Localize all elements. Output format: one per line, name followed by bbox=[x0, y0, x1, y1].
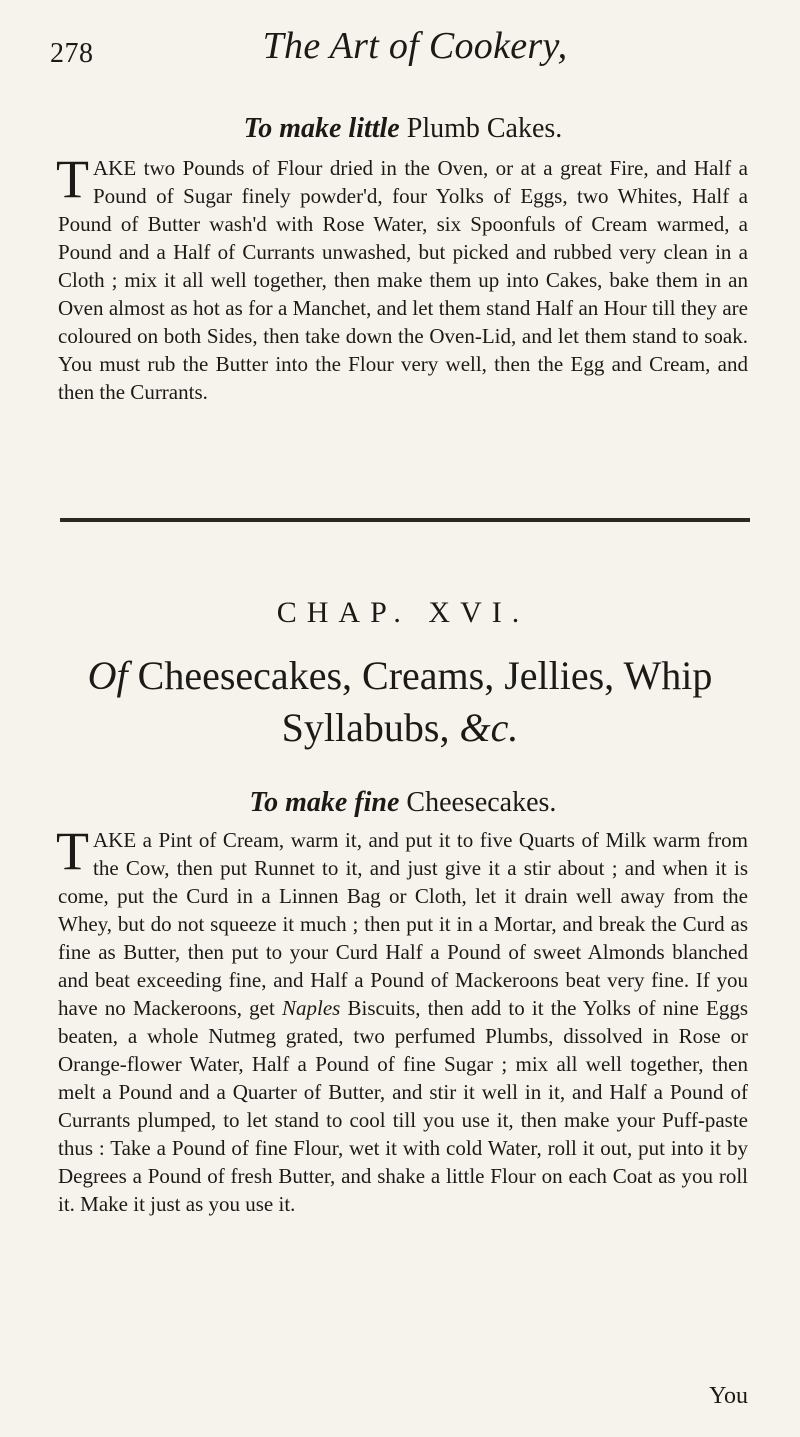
recipe-title-roman: Cheesecakes. bbox=[406, 787, 557, 818]
chapter-subtitle-text-2: Syllabubs, bbox=[281, 705, 450, 750]
chapter-subtitle-of: Of bbox=[87, 653, 128, 698]
italic-place-name: Naples bbox=[282, 996, 341, 1020]
recipe-title bbox=[58, 786, 748, 820]
chapter-subtitle-line-2 bbox=[40, 702, 760, 754]
catchword: You bbox=[709, 1383, 748, 1409]
recipe-body-text-2: Biscuits, then add to it the Yolks of nine Eggs beaten, a whole Nutmeg grated, two perfumed Plumbs, dissolved in Rose or Orange-flower Water, Half a Pound of fine Sugar ; mix all well together, then melt a Pound and a Quarter of Butter, and stir it well in it, and Half a Pound of Currants plumped, to let stand to cool till you use it, then make your Puff-paste thus : Take a Pound of fine Flour, wet it with cold Water, roll it out, put into it by Degrees a Pound of fresh Butter, and shake a little Flour on each Coat as you roll it. Make it just as you use it. bbox=[58, 996, 749, 1216]
recipe-paragraph bbox=[56, 821, 749, 1218]
chapter-heading: CHAP. XVI. bbox=[276, 596, 530, 629]
chapter-subtitle-line-1 bbox=[40, 650, 760, 702]
chapter-subtitle bbox=[40, 650, 760, 754]
chapter-subtitle-text-1: Cheesecakes, Creams, Jellies, Whip bbox=[137, 653, 713, 698]
drop-cap: T bbox=[56, 149, 89, 209]
recipe-title-italic: To make fine bbox=[249, 787, 400, 818]
recipe-title-italic: To make little bbox=[243, 113, 400, 144]
chapter-subtitle-etc: &c. bbox=[459, 705, 519, 750]
recipe-title bbox=[58, 112, 748, 146]
recipe-body-text: AKE two Pounds of Flour dried in the Oven, or at a great Fire, and Half a Pound of Sugar finely powder'd, four Yolks of Eggs, two Whites, Half a Pound of Butter wash'd with Rose Water, six Spoonfuls of Cream warmed, a Pound and a Half of Currants unwashed, but picked and rubbed very clean in a Cloth ; mix it all well together, then make them up into Cakes, bake them in an Oven almost as hot as for a Manchet, and let them stand Half an Hour till they are coloured on both Sides, then take down the Oven-Lid, and let them stand to soak. You must rub the Butter into the Flour very well, then the Egg and Cream, and then the Currants. bbox=[58, 156, 748, 404]
recipe-plumb-cakes bbox=[58, 112, 748, 406]
drop-cap: T bbox=[56, 821, 89, 881]
section-divider-rule bbox=[60, 518, 750, 522]
recipe-cheesecakes bbox=[58, 786, 748, 1218]
running-head bbox=[50, 20, 780, 80]
recipe-body-text-1: AKE a Pint of Cream, warm it, and put it to five Quarts of Milk warm from the Cow, then put Runnet to it, and just give it a stir about ; and when it is come, put the Curd in a Linnen Bag or Cloth, let it drain well away from the Whey, but do not squeeze it much ; then put it in a Mortar, and break the Curd as fine as Butter, then put to your Curd Half a Pound of sweet Almonds blanched and beat exceeding fine, and Half a Pound of Mackeroons beat very fine. If you have no Mackeroons, get bbox=[58, 828, 748, 1020]
recipe-paragraph bbox=[56, 149, 748, 406]
book-title: The Art of Cookery, bbox=[262, 25, 568, 67]
page-number: 278 bbox=[50, 38, 94, 69]
recipe-title-roman: Plumb Cakes. bbox=[406, 113, 563, 144]
